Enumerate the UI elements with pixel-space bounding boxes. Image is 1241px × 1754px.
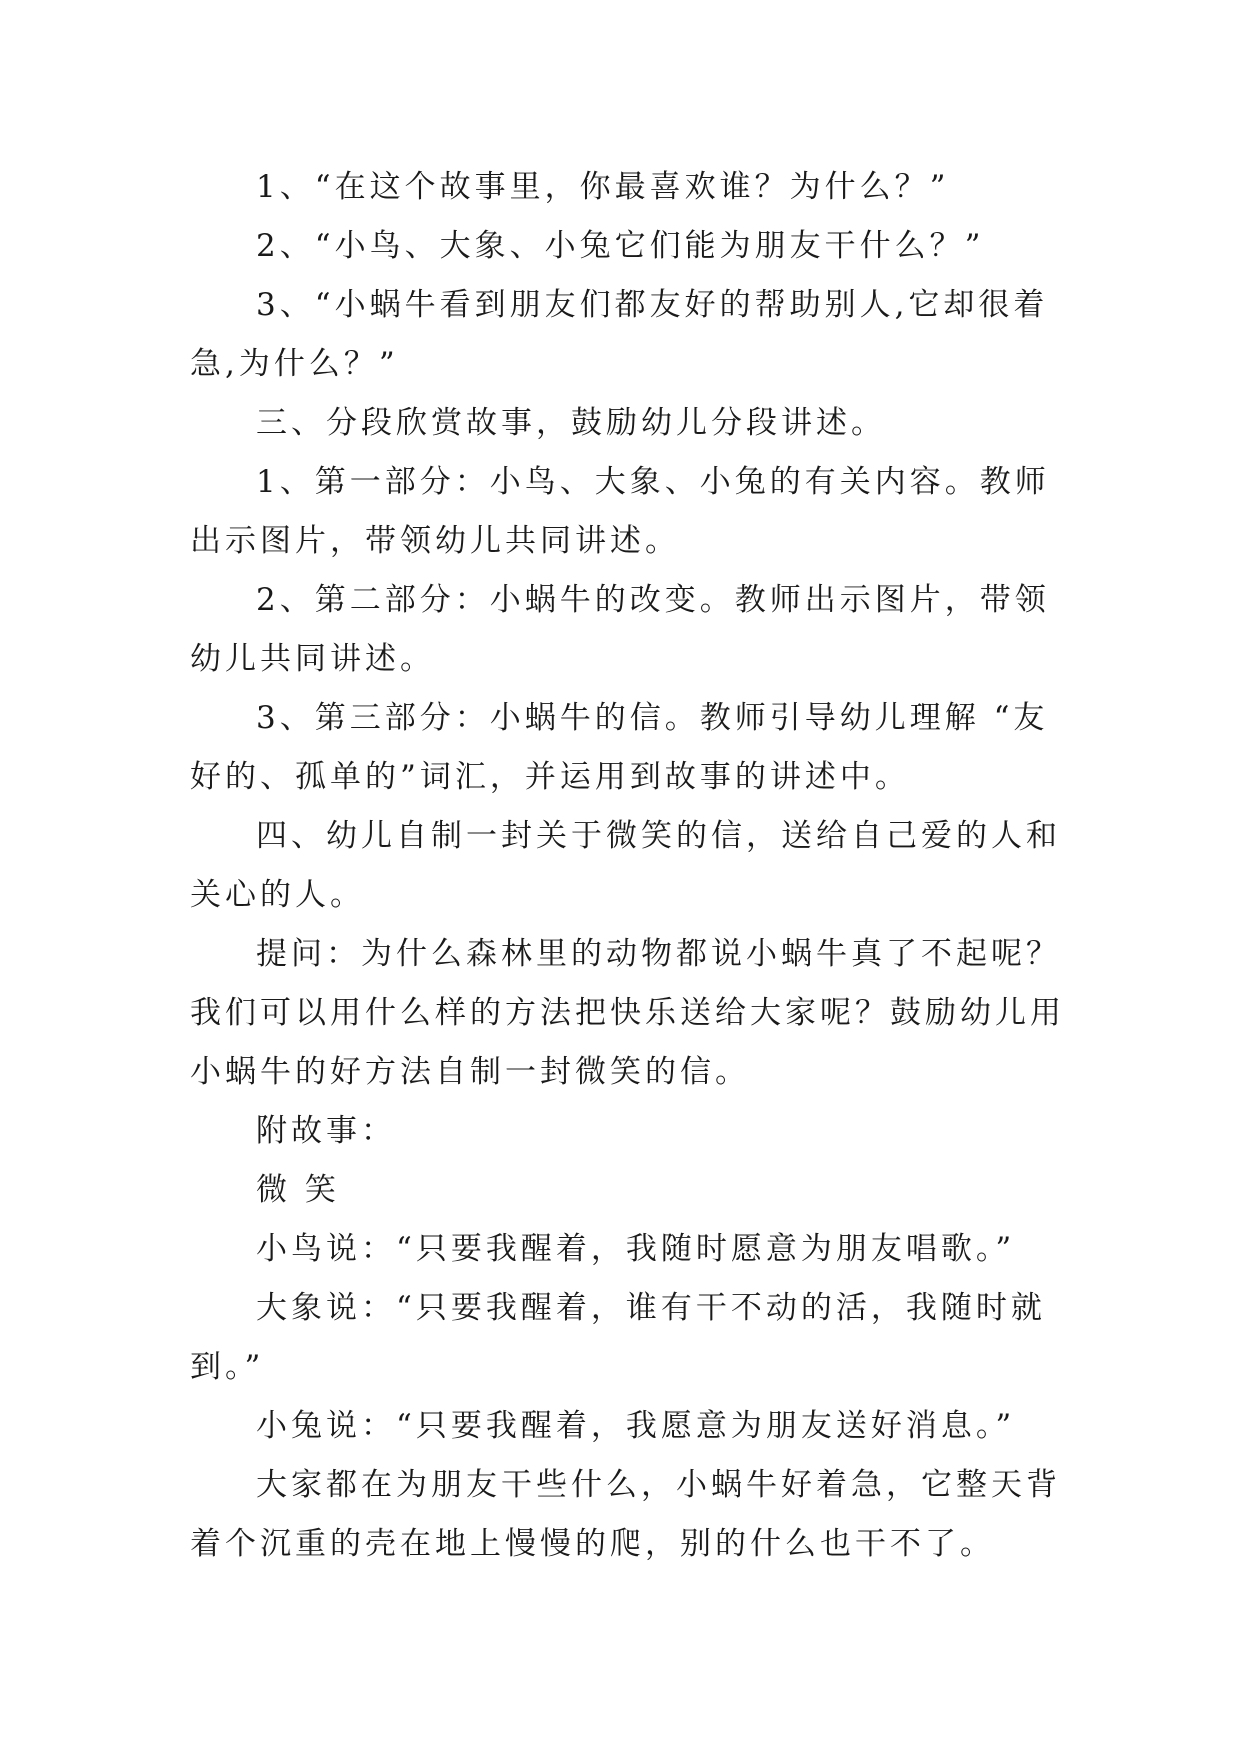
part-three: 3、第三部分：小蜗牛的信。教师引导幼儿理解 “友好的、孤单的”词汇，并运用到故事的讲述中。 xyxy=(190,700,1049,795)
section-four-heading: 四、幼儿自制一封关于微笑的信，送给自己爱的人和关心的人。 xyxy=(190,818,1061,913)
story-title: 微 笑 xyxy=(256,1172,340,1208)
story-line-elephant: 大象说：“只要我醒着，谁有干不动的活，我随时就到。” xyxy=(190,1290,1046,1385)
story-line-snail: 大家都在为朋友干些什么，小蜗牛好着急，它整天背着个沉重的壳在地上慢慢的爬，别的什么也干不了。 xyxy=(190,1467,1061,1562)
document-body xyxy=(190,158,1070,1574)
part-two: 2、第二部分：小蜗牛的改变。教师出示图片，带领幼儿共同讲述。 xyxy=(190,582,1050,677)
question-1: 1、“在这个故事里，你最喜欢谁？为什么？” xyxy=(256,169,950,205)
question-2: 2、“小鸟、大象、小兔它们能为朋友干什么？” xyxy=(256,228,985,264)
question-3: 3、“小蜗牛看到朋友们都友好的帮助别人,它却很着急,为什么？” xyxy=(190,287,1049,382)
section-three-heading: 三、分段欣赏故事，鼓励幼儿分段讲述。 xyxy=(256,405,886,441)
story-line-rabbit: 小兔说：“只要我醒着，我愿意为朋友送好消息。” xyxy=(256,1408,1016,1444)
story-line-bird: 小鸟说：“只要我醒着，我随时愿意为朋友唱歌。” xyxy=(256,1231,1016,1267)
question-paragraph: 提问：为什么森林里的动物都说小蜗牛真了不起呢？我们可以用什么样的方法把快乐送给大家呢？鼓励幼儿用小蜗牛的好方法自制一封微笑的信。 xyxy=(190,936,1065,1090)
appendix-label: 附故事： xyxy=(256,1113,396,1149)
part-one: 1、第一部分：小鸟、大象、小兔的有关内容。教师出示图片，带领幼儿共同讲述。 xyxy=(190,464,1050,559)
